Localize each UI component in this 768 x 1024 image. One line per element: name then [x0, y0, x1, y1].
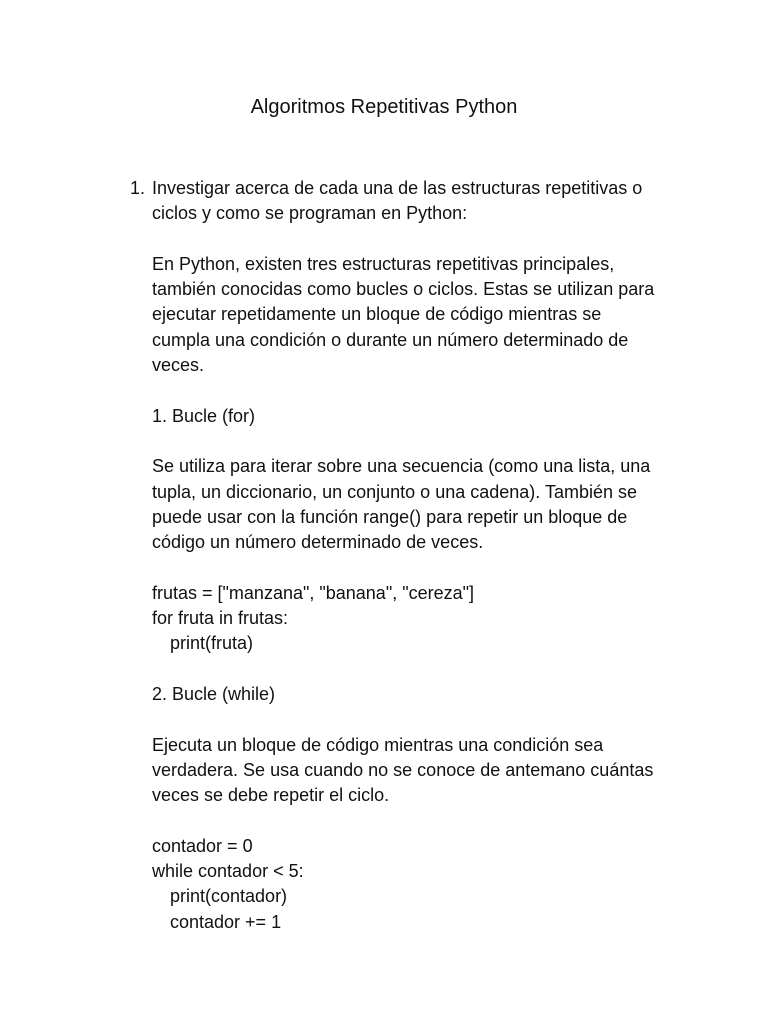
while-desc-line: veces se debe repetir el ciclo. — [152, 785, 390, 806]
while-desc-line: verdadera. Se usa cuando no se conoce de antemano cuántas — [152, 759, 654, 780]
paragraph-gap — [152, 707, 672, 732]
intro-line: cumpla una condición o durante un número determinado de — [152, 329, 629, 350]
for-heading: 1. Bucle (for) — [152, 405, 256, 426]
while-desc-line: Ejecuta un bloque de código mientras una condición sea — [152, 734, 604, 755]
intro-line: también conocidas como bucles o ciclos. Estas se utilizan para — [152, 279, 655, 300]
code-line: frutas = ["manzana", "banana", "cereza"] — [152, 582, 475, 603]
code-line: while contador < 5: — [152, 861, 304, 882]
for-desc-line: tupla, un diccionario, un conjunto o una cadena). También se — [152, 481, 637, 502]
paragraph-gap — [152, 808, 672, 833]
question-line: ciclos y como se programan en Python: — [152, 203, 468, 224]
for-desc-line: código un número determinado de veces. — [152, 532, 484, 553]
code-line: contador += 1 — [170, 911, 282, 932]
paragraph-gap — [152, 657, 672, 682]
paragraph-gap — [152, 378, 672, 403]
intro-line: veces. — [152, 355, 205, 376]
list-number: 1. — [130, 178, 146, 198]
question-line: Investigar acerca de cada una de las estructuras repetitivas o — [152, 178, 643, 198]
code-line: for fruta in frutas: — [152, 608, 289, 629]
code-line: print(fruta) — [170, 633, 254, 654]
paragraph-gap — [152, 429, 672, 454]
code-line: contador = 0 — [152, 835, 253, 856]
code-line: print(contador) — [170, 886, 288, 907]
document-body — [152, 176, 672, 935]
for-desc-line: Se utiliza para iterar sobre una secuencia (como una lista, una — [152, 456, 651, 477]
intro-line: ejecutar repetidamente un bloque de código mientras se — [152, 304, 602, 325]
document-title: Algoritmos Repetitivas Python — [250, 96, 518, 118]
while-heading: 2. Bucle (while) — [152, 683, 276, 704]
paragraph-gap — [152, 227, 672, 252]
paragraph-gap — [152, 555, 672, 580]
intro-line: En Python, existen tres estructuras repetitivas principales, — [152, 253, 615, 274]
for-desc-line: puede usar con la función range() para repetir un bloque de — [152, 506, 628, 527]
